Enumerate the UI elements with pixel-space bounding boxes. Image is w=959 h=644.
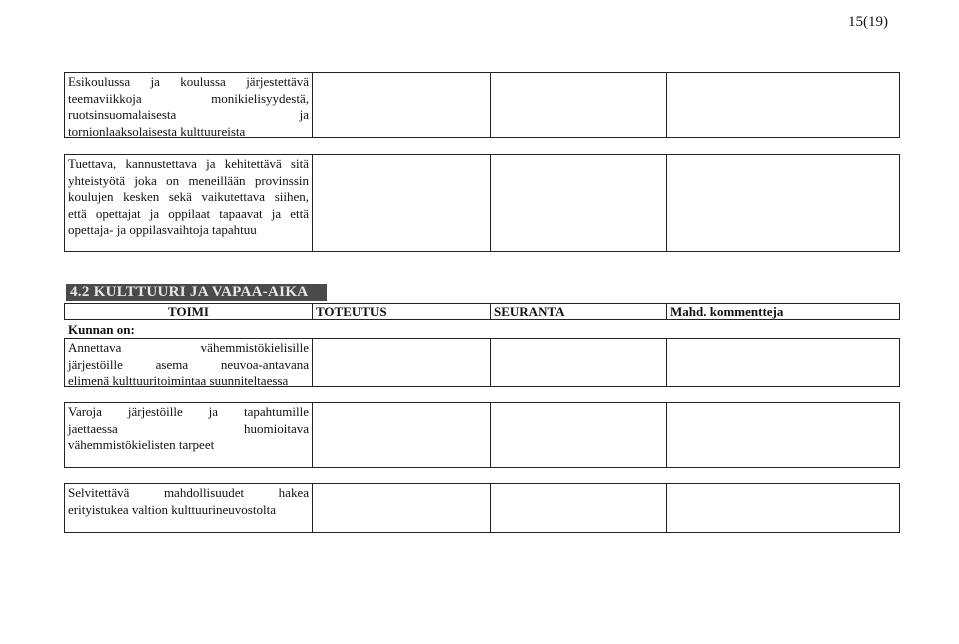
- implementation-cell: [312, 72, 491, 138]
- table-row: [64, 72, 901, 137]
- cell-line: että opettajat ja oppilaat tapaavat ja että: [68, 205, 309, 221]
- action-cell: [64, 72, 313, 138]
- cell-line: ruotsinsuomalaisesta ja: [68, 107, 309, 122]
- implementation-cell: [312, 154, 491, 252]
- implementation-cell: [312, 402, 491, 468]
- cell-line: yhteistyötä joka on meneillään provinssin: [68, 172, 309, 188]
- column-header-toimi: TOIMI: [64, 303, 313, 320]
- cell-line: Tuettava, kannustettava ja kehitettävä sitä: [68, 156, 309, 171]
- comments-cell: [666, 72, 900, 138]
- implementation-cell: [312, 483, 491, 533]
- cell-line: koulujen kesken sekä vaikutettava siihen,: [68, 189, 309, 204]
- table-row: [64, 338, 901, 386]
- followup-cell: [490, 72, 667, 138]
- cell-line: Esikoulussa ja koulussa järjestettävä: [68, 74, 309, 89]
- cell-line: opettaja- ja oppilasvaihtoja tapahtuu: [68, 222, 257, 237]
- page-number: 15(19): [848, 14, 888, 30]
- implementation-cell: [312, 338, 491, 387]
- column-header-seuranta: SEURANTA: [490, 303, 667, 320]
- followup-cell: [490, 338, 667, 387]
- cell-line: teemaviikkoja monikielisyydestä,: [68, 90, 309, 106]
- cell-line: vähemmistökielisten tarpeet: [68, 437, 215, 452]
- action-cell: [64, 402, 313, 468]
- action-cell: [64, 338, 313, 387]
- comments-cell: [666, 402, 900, 468]
- comments-cell: [666, 338, 900, 387]
- action-cell: [64, 154, 313, 252]
- followup-cell: [490, 483, 667, 533]
- followup-cell: [490, 402, 667, 468]
- cell-line: tornionlaaksolaisesta kulttuureista: [68, 123, 246, 139]
- followup-cell: [490, 154, 667, 252]
- comments-cell: [666, 154, 900, 252]
- column-header-row: [64, 303, 901, 320]
- table-row: [64, 402, 901, 467]
- cell-line: järjestöille asema neuvoa-antavana: [68, 356, 309, 372]
- cell-line: erityistukea valtion kulttuurineuvostolta: [68, 501, 276, 517]
- cell-line: Varoja järjestöille ja tapahtumille: [68, 404, 309, 419]
- cell-line: elimenä kulttuuritoimintaa suunniteltaessa: [68, 373, 289, 388]
- section-heading: 4.2 KULTTUURI JA VAPAA-AIKA: [66, 284, 327, 301]
- cell-line: Selvitettävä mahdollisuudet hakea: [68, 485, 309, 500]
- action-cell: [64, 483, 313, 533]
- table-row: [64, 154, 901, 251]
- cell-line: jaettaessa huomioitava: [68, 420, 309, 436]
- comments-cell: [666, 483, 900, 533]
- column-header-toteutus: TOTEUTUS: [312, 303, 491, 320]
- column-header-comments: Mahd. kommentteja: [666, 303, 900, 320]
- subheading: Kunnan on:: [68, 322, 135, 337]
- table-row: [64, 483, 901, 532]
- cell-line: Annettava vähemmistökielisille: [68, 340, 309, 355]
